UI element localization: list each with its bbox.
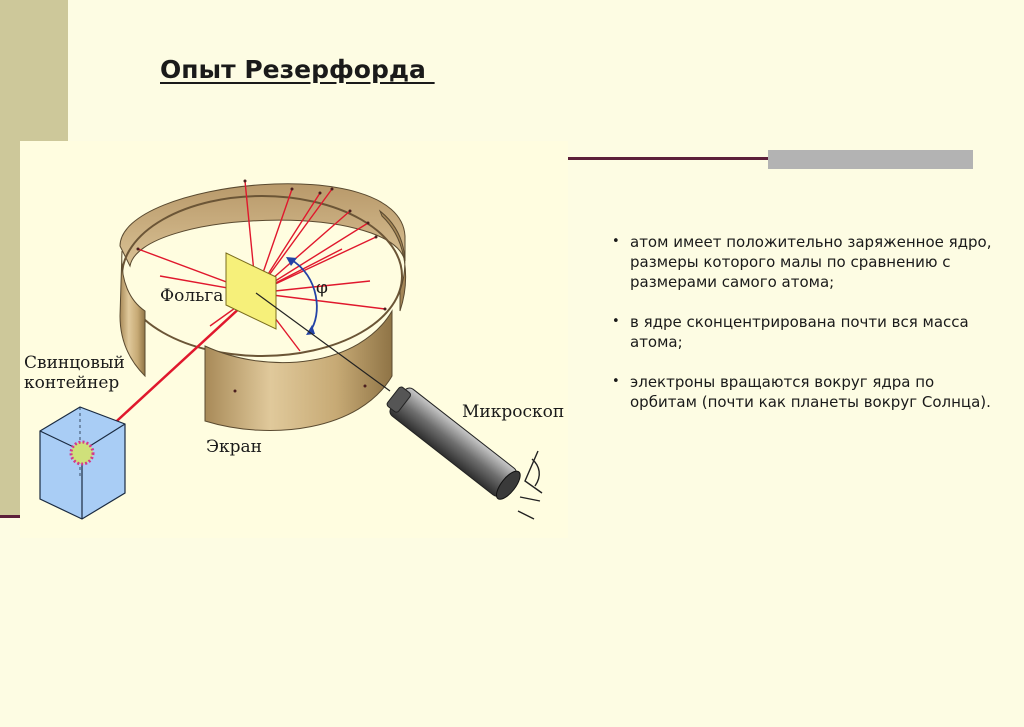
lead-container [40, 407, 125, 519]
bullet-dot: • [612, 374, 620, 389]
diagram-svg [20, 141, 568, 538]
key-points-list [612, 232, 992, 432]
foil-plate [226, 253, 276, 329]
container-label-line2: контейнер [24, 373, 120, 393]
bullet-text: атом имеет положительно заряженное ядро, размеры которого малы по сравнению с размерами самого атома; [630, 233, 992, 291]
bullet-point [612, 232, 992, 292]
rutherford-experiment-diagram [20, 141, 568, 538]
bullet-text: электроны вращаются вокруг ядра по орбитам (почти как планеты вокруг Солнца). [630, 373, 991, 411]
screen-label: Экран [206, 437, 262, 457]
title-divider-block [768, 150, 973, 169]
bullet-text: в ядре сконцентрирована почти вся масса атома; [630, 313, 969, 351]
bullet-point [612, 372, 992, 412]
eye-icon [518, 451, 542, 519]
bullet-dot: • [612, 234, 620, 249]
foil-label: Фольга [160, 286, 224, 306]
angle-label: φ [316, 278, 328, 298]
bullet-dot: • [612, 314, 620, 329]
slide-title: Опыт Резерфорда [160, 55, 435, 84]
bullet-point [612, 312, 992, 352]
microscope-label: Микроскоп [462, 402, 565, 422]
container-label-line1: Свинцовый [24, 353, 125, 373]
microscope [383, 382, 524, 503]
